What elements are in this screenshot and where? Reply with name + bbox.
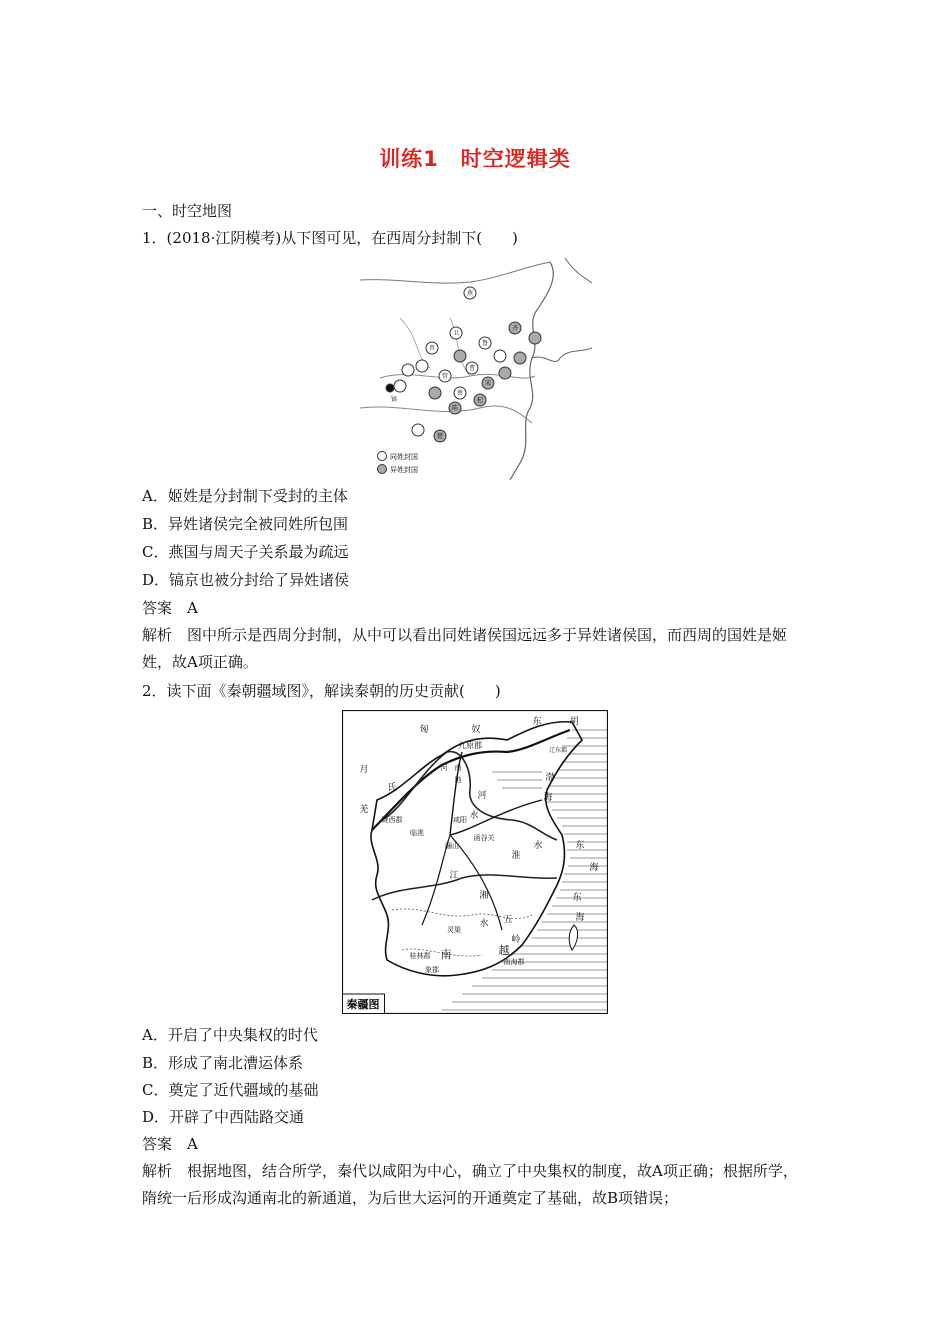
label-hai: 海 <box>543 793 553 803</box>
label-bo: 渤 <box>545 773 555 783</box>
label-guilin: 桂林郡 <box>409 952 431 960</box>
q2-option-c: C．奠定了近代疆域的基础 <box>142 1081 319 1099</box>
legend-diff-surname: 异姓封国 <box>390 466 418 474</box>
label-dong2: 东 <box>572 893 582 903</box>
label-nu: 奴 <box>471 725 481 735</box>
map-label-lu: 鲁 <box>481 340 489 347</box>
label-he-shui: 水 <box>469 811 479 821</box>
label-henan-3: 地 <box>454 776 462 784</box>
label-qiang: 羌 <box>359 805 369 815</box>
label-xiang-jun: 象郡 <box>425 966 439 974</box>
q2-option-d: D．开辟了中西陆路交通 <box>142 1108 305 1126</box>
q2-option-b: B．形成了南北漕运体系 <box>142 1054 304 1072</box>
label-hu: 胡 <box>569 717 579 727</box>
label-nanhai-jun: 南海郡 <box>503 958 525 966</box>
map-label-wei: 卫 <box>452 330 460 337</box>
map-label-qi: 齐 <box>511 325 519 332</box>
q2-analysis: 解析 根据地图，结合所学，秦代以咸阳为中心，确立了中央集权的制度，故A项正确；根据所学，隋统一后形成沟通南北的新通道，为后世大运河的开通奠定了基础，故B项错误； <box>142 1162 798 1207</box>
q1-option-a: A．姬姓是分封制下受封的主体 <box>142 487 348 505</box>
label-huai-shui: 水 <box>533 841 543 851</box>
label-dong-sea: 东 <box>575 841 585 851</box>
western-zhou-fief-map <box>360 258 592 480</box>
label-liaodong: 辽东郡 <box>548 747 568 754</box>
map-label-qi2: 杞 <box>476 397 484 404</box>
map-label-jin: 晋 <box>428 345 436 352</box>
label-ling: 岭 <box>511 935 521 945</box>
q2-answer: 答案 A <box>142 1135 198 1153</box>
label-lintao: 临洮 <box>410 829 424 837</box>
label-xiang-shui: 水 <box>479 919 489 929</box>
label-henan-1: 河 <box>440 764 448 772</box>
map-label-hao: 镐 <box>390 396 398 403</box>
label-lishan: 骊山 <box>445 842 459 850</box>
q2-stem: 2．读下面《秦朝疆域图》，解读秦朝的历史贡献( ) <box>142 682 501 700</box>
label-hai2: 海 <box>575 913 585 923</box>
label-henan-2: 南 <box>454 764 462 772</box>
label-xianyang: 咸阳 <box>453 816 467 824</box>
label-dong: 东 <box>532 717 542 727</box>
q1-option-d: D．镐京也被分封给了异姓诸侯 <box>142 571 350 589</box>
label-jiang: 江 <box>449 871 459 881</box>
q1-answer: 答案 A <box>142 599 198 617</box>
label-yue: 月 <box>359 765 369 775</box>
map-caption: 秦疆图 <box>346 998 380 1011</box>
map-label-cai: 蔡 <box>456 390 464 397</box>
label-hangu: 函谷关 <box>473 834 495 842</box>
label-zhi: 氏 <box>387 783 397 793</box>
label-nan: 南 <box>440 948 452 961</box>
label-huai: 淮 <box>511 851 521 861</box>
label-yue-region: 越 <box>498 944 510 957</box>
map-label-guan: 管 <box>441 373 449 380</box>
q1-option-c: C．燕国与周天子关系最为疏远 <box>142 543 349 561</box>
legend-same-surname: 同姓封国 <box>390 453 418 461</box>
label-wu: 五 <box>503 915 513 925</box>
label-xiong: 匈 <box>419 725 429 735</box>
label-xiang: 湘 <box>479 891 489 901</box>
section-heading: 一、时空地图 <box>142 202 233 220</box>
q2-option-a: A．开启了中央集权的时代 <box>142 1026 318 1044</box>
qin-territory-map <box>342 710 608 1014</box>
page-title: 训练1 时空逻辑类 <box>379 147 571 171</box>
map-label-cao: 曹 <box>468 365 476 372</box>
map-label-chu: 楚 <box>436 433 444 440</box>
label-he: 河 <box>477 791 487 801</box>
q1-option-b: B．异姓诸侯完全被同姓所包围 <box>142 515 349 533</box>
q1-stem: 1．(2018·江阴模考)从下图可见，在西周分封制下( ) <box>142 229 518 247</box>
q1-analysis: 解析 图中所示是西周分封制，从中可以看出同姓诸侯国远远多于异姓诸侯国，而西周的国姓是姬姓，故A项正确。 <box>142 626 788 671</box>
map-label-yan: 燕 <box>466 290 474 297</box>
label-hai-sea: 海 <box>589 863 599 873</box>
map-label-chen: 陈 <box>451 405 459 412</box>
label-longxi: 陇西郡 <box>381 816 403 824</box>
label-lingqu: 灵渠 <box>447 926 461 934</box>
label-jiuyuan: 九原郡 <box>458 741 482 750</box>
map-label-song: 宋 <box>484 380 492 387</box>
